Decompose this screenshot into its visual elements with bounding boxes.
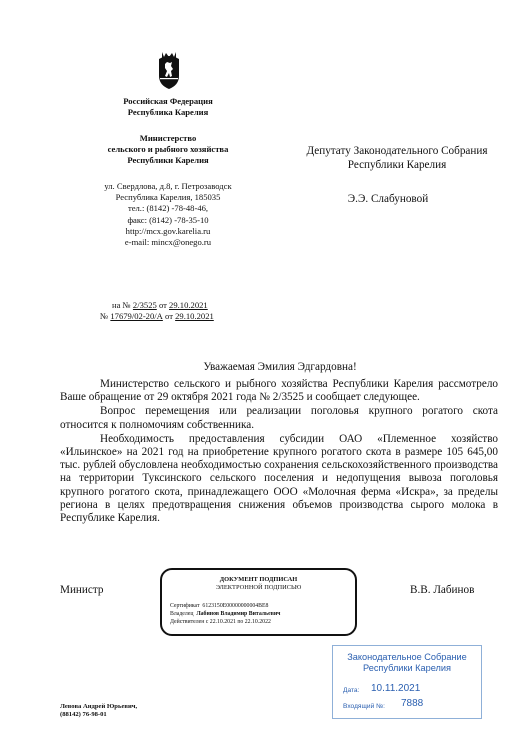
signatory-name: В.В. Лабинов — [410, 584, 475, 596]
sender-country: Российская Федерация — [123, 96, 213, 106]
stamp-title-2: ЭЛЕКТРОННОЙ ПОДПИСЬЮ — [215, 584, 302, 591]
registration-line-1: Законодательное Собрание — [347, 652, 467, 662]
electronic-signature-stamp — [160, 568, 357, 636]
sender-address-block — [60, 181, 276, 248]
letter-paragraph-1: Министерство сельского и рыбного хозяйства Республики Карелия рассмотрело Ваше обращение от 29 октября 2021 года № 2/3525 и сообщает следующее. — [60, 378, 498, 404]
letter-paragraph-2: Вопрос перемещения или реализации поголовья крупного рогатого скота относится к полномочиям собственника. — [60, 405, 498, 431]
ministry-line-3: Республики Карелия — [127, 155, 209, 166]
ref2-number: 17679/02-20/А — [110, 311, 163, 322]
footer-author: Левова Андрей Юрьевич, — [60, 703, 138, 710]
ref1-number: 2/3525 — [132, 300, 157, 310]
stamp-validity: Действителен с 22.10.2021 по 22.10.2022 — [170, 619, 271, 625]
ministry-line-1: Министерство — [139, 133, 197, 143]
registration-header — [333, 652, 481, 673]
address-line-1: ул. Свердлова, д.8, г. Петрозаводск — [104, 181, 232, 191]
sender-country-block — [60, 96, 276, 118]
stamp-certificate-label: Сертификат — [170, 603, 200, 609]
sender-phone: тел.: (8142) -78-48-46, — [127, 203, 209, 214]
addressee-line-1: Депутату Законодательного Собрания — [306, 145, 488, 157]
sender-email: e-mail: mincx@onego.ru — [124, 237, 212, 248]
outgoing-reference — [100, 311, 260, 322]
sender-ministry-block — [60, 133, 276, 167]
ref1-mid: от — [156, 300, 170, 310]
registration-date-label: Дата: — [343, 687, 360, 694]
karelia-coat-of-arms-icon — [155, 50, 183, 90]
incoming-reference — [100, 300, 260, 311]
stamp-owner-label: Владелец — [170, 611, 194, 617]
registration-stamp — [332, 645, 482, 719]
addressee-block — [292, 144, 502, 206]
letter-greeting: Уважаемая Эмилия Эдгардовна! — [203, 361, 357, 373]
stamp-owner-row — [170, 611, 280, 618]
letter-paragraph-3: Необходимость предоставления субсидии ОАО «Племенное хозяйство «Ильинское» на 2021 год на приобретение крупного рогатого скота в размере 105 645,00 тыс. рублей обусловлена необходимостью сохранения сельскохозяйственного производства на территории Туксинского сельского поселения и недопущения вывоза поголовья крупного рогатого скота, принадлежащего ООО «Молочная ферма «Искра», за пределы региона в целях предотвращения снижения объемов производства сырого молока в Республике Карелия. — [60, 432, 498, 525]
ministry-line-2: сельского и рыбного хозяйства — [107, 144, 229, 155]
registration-line-2: Республики Карелия — [363, 662, 451, 673]
sender-fax: факс: (8142) -78-35-10 — [127, 214, 209, 225]
stamp-certificate-row — [170, 603, 268, 610]
footer-phone: (88142) 76-98-01 — [60, 711, 107, 719]
signatory-title: Министр — [60, 584, 104, 596]
ref2-prefix: № — [100, 311, 111, 322]
registration-number-value: 7888 — [401, 698, 424, 709]
address-line-2: Республика Карелия, 185035 — [115, 192, 221, 203]
registration-date-value: 10.11.2021 — [371, 683, 421, 694]
letter-body — [60, 378, 498, 526]
ref1-prefix: на № — [112, 300, 133, 310]
ref1-date: 29.10.2021 — [169, 300, 208, 310]
ref2-date: 29.10.2021 — [175, 311, 214, 322]
addressee-line-2: Республики Карелия — [347, 159, 447, 171]
stamp-title-1: ДОКУМЕНТ ПОДПИСАН — [219, 576, 298, 583]
registration-number-label: Входящий №: — [343, 703, 386, 710]
sender-website: http://mcx.gov.karelia.ru — [125, 225, 211, 236]
document-references — [100, 300, 260, 323]
addressee-name: Э.Э. Слабуновой — [347, 193, 429, 205]
document-footer — [60, 703, 137, 720]
ref2-mid: от — [162, 311, 176, 322]
stamp-certificate-value: 6123150E00000000004BE8 — [202, 603, 269, 609]
stamp-owner-value: Лабинов Владимир Витальевич — [196, 611, 281, 617]
sender-region: Республика Карелия — [127, 107, 209, 118]
